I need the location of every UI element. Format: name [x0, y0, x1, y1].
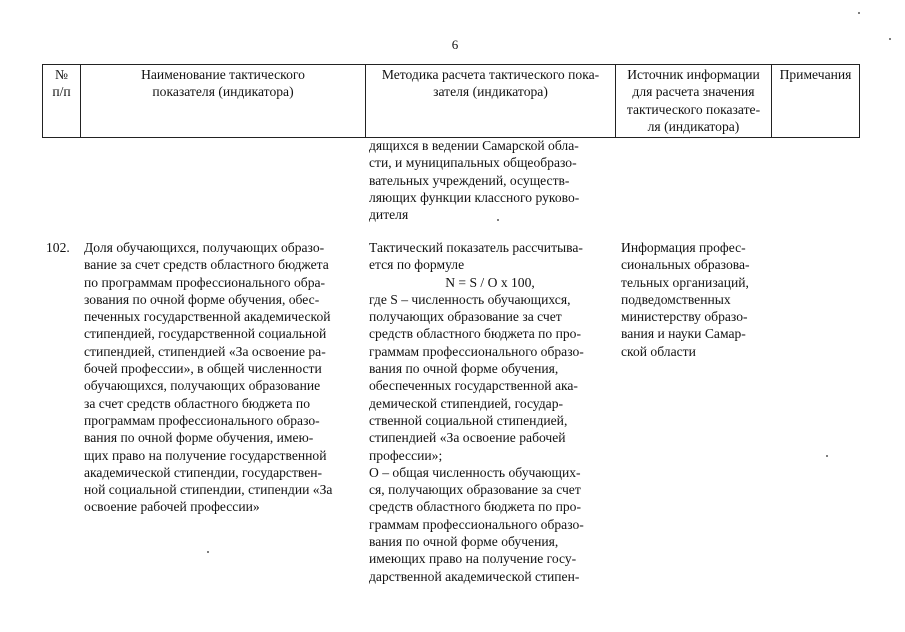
header-text: зателя (индикатора) — [433, 84, 548, 100]
text-line: обучающихся, получающих образование — [84, 378, 321, 394]
text-line: средств областного бюджета по про- — [369, 326, 582, 342]
text-line: ной социальной стипендии, стипендии «За — [84, 482, 333, 498]
text-line: щих право на получение государственной — [84, 447, 327, 463]
header-text: Наименование тактического — [141, 67, 305, 82]
text-line: стипендией, государственной социальной — [84, 326, 327, 342]
formula: N = S / O x 100, — [445, 274, 535, 290]
header-text: тактического показате- — [626, 101, 761, 117]
header-col-method — [366, 65, 616, 138]
text-line: министерству образо- — [621, 309, 748, 325]
header-col-source — [616, 65, 772, 138]
header-row — [43, 65, 860, 138]
text-line: академической стипендии, государствен- — [84, 464, 323, 480]
text-line: ской области — [621, 343, 696, 359]
continued-method-text — [369, 137, 611, 223]
header-text: № — [55, 67, 68, 82]
text-line: O – общая численность обучающих- — [369, 464, 581, 480]
scan-speck — [826, 455, 828, 457]
header-text: для расчета значения — [632, 84, 755, 100]
text-line: дителя — [369, 207, 409, 223]
scan-speck — [889, 38, 891, 40]
text-line: освоение рабочей профессии» — [84, 499, 260, 515]
header-col-number — [43, 65, 81, 138]
text-line: дящихся в ведении Самарской обла- — [369, 138, 579, 153]
text-line: вания по очной форме обучения, — [369, 534, 559, 550]
header-text: Примечания — [779, 67, 852, 82]
header-text: показателя (индикатора) — [152, 84, 294, 100]
text-line: демической стипендией, государ- — [369, 395, 564, 411]
table-header — [42, 64, 860, 138]
text-line: за счет средств областного бюджета по — [84, 395, 310, 411]
text-line: вание за счет средств областного бюджета — [84, 257, 329, 273]
text-line: стипендией «За освоение рабочей — [369, 430, 566, 446]
header-col-notes — [772, 65, 860, 138]
text-line: Информация профес- — [621, 240, 746, 255]
information-source — [621, 239, 773, 360]
calculation-method — [369, 239, 611, 585]
row-number: 102. — [46, 240, 70, 255]
header-text: Методика расчета тактического пока- — [381, 67, 600, 82]
text-line: печенных государственной академической — [84, 309, 331, 325]
text-line: ется по формуле — [369, 257, 465, 273]
scan-speck — [207, 551, 209, 553]
text-line: сиональных образова- — [621, 257, 750, 273]
header-text: п/п — [52, 84, 71, 100]
scan-speck — [858, 12, 860, 14]
header-text: Источник информации — [627, 67, 760, 82]
text-line: средств областного бюджета по про- — [369, 499, 582, 515]
text-line: сти, и муниципальных общеобразо- — [369, 155, 577, 171]
text-line: Тактический показатель рассчитыва- — [369, 240, 583, 255]
text-line: бочей профессии», в общей численности — [84, 361, 322, 377]
text-line: Доля обучающихся, получающих образо- — [84, 240, 325, 255]
text-line: ляющих функции классного руково- — [369, 189, 580, 205]
text-line: подведомственных — [621, 291, 731, 307]
text-line: вания по очной форме обучения, — [369, 361, 559, 377]
header-text: ля (индикатора) — [647, 118, 740, 134]
text-line: получающих образование за счет — [369, 309, 562, 325]
text-line: ся, получающих образование за счет — [369, 482, 581, 498]
text-line: имеющих право на получение госу- — [369, 551, 577, 567]
text-line: дарственной академической стипен- — [369, 568, 580, 584]
text-line: вания и науки Самар- — [621, 326, 746, 342]
text-line: граммам профессионального образо- — [369, 343, 584, 359]
text-line: обеспеченных государственной ака- — [369, 378, 578, 394]
text-line: где S – численность обучающихся, — [369, 291, 571, 307]
header-col-name — [81, 65, 366, 138]
indicator-name — [84, 239, 362, 516]
text-line: стипендией, стипендией «За освоение ра- — [84, 343, 326, 359]
text-line: вательных учреждений, осуществ- — [369, 172, 570, 188]
text-line: тельных организаций, — [621, 274, 749, 290]
text-line: ственной социальной стипендией, — [369, 412, 568, 428]
text-line: зования по очной форме обучения, обес- — [84, 291, 320, 307]
scan-speck — [497, 219, 499, 221]
page-number: 6 — [451, 37, 459, 52]
text-line: по программам профессионального обра- — [84, 274, 326, 290]
text-line: программам профессионального образо- — [84, 412, 320, 428]
text-line: вания по очной форме обучения, имею- — [84, 430, 314, 446]
text-line: граммам профессионального образо- — [369, 516, 584, 532]
text-line: профессии»; — [369, 447, 443, 463]
